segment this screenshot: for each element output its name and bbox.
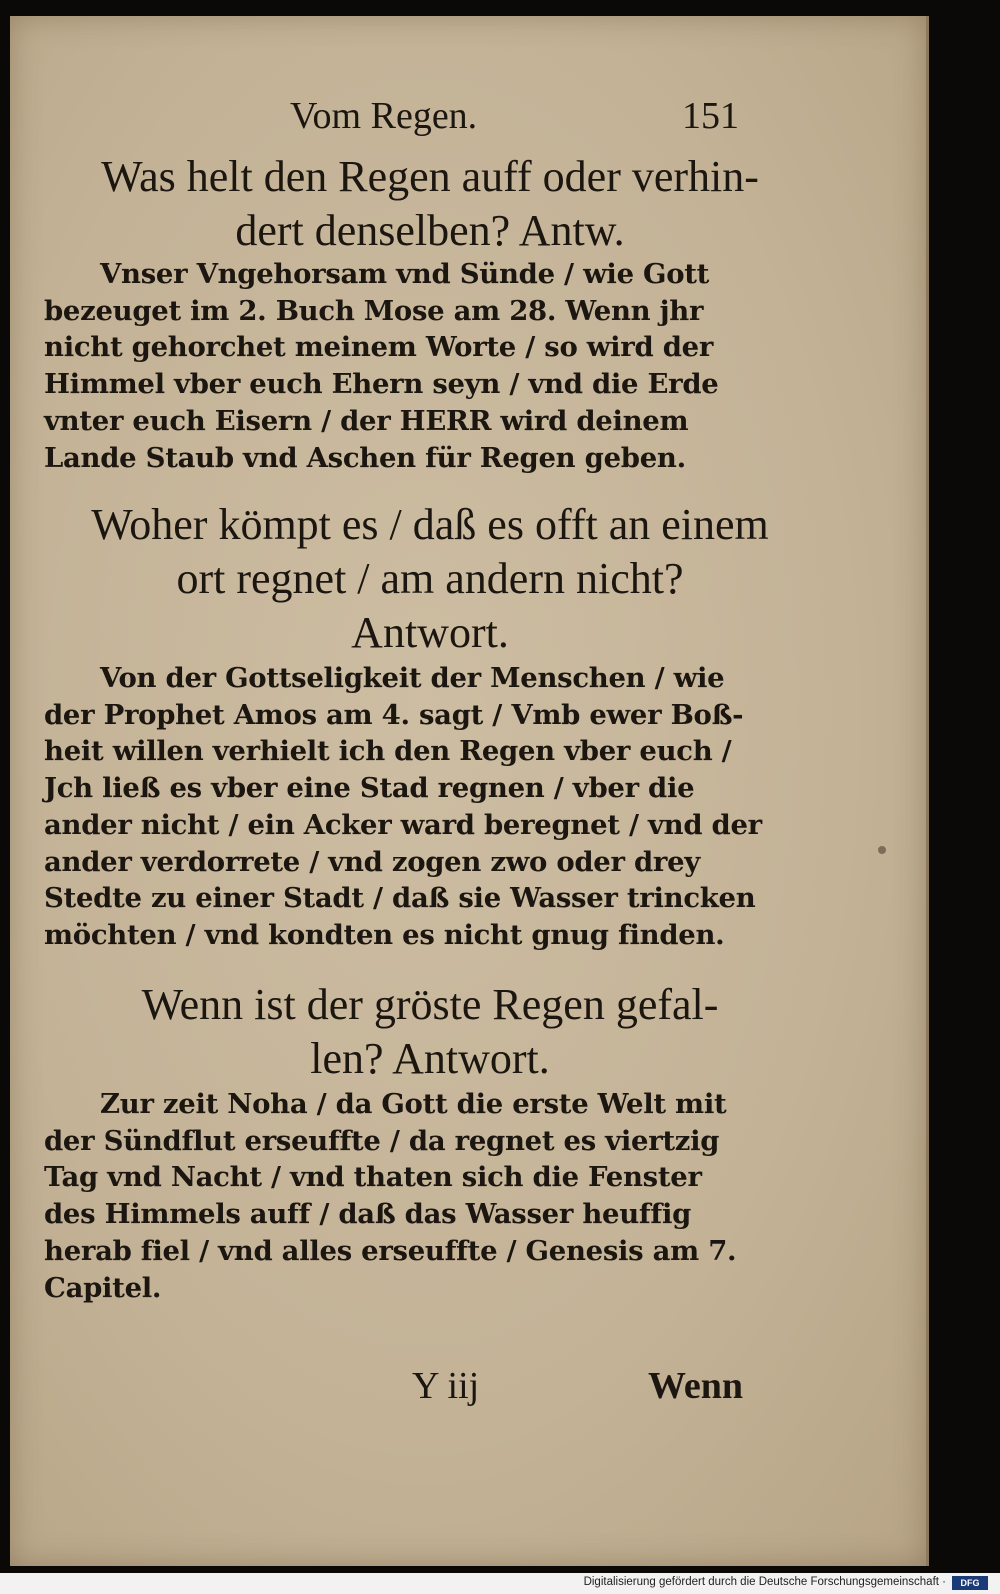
credit-text: Digitalisierung gefördert durch die Deutsche Forschungsgemeinschaft · (583, 1576, 946, 1588)
page-number: 151 (682, 95, 739, 137)
book-page (10, 16, 929, 1566)
catchword: Wenn (648, 1365, 744, 1407)
running-head-title: Vom Regen. (290, 95, 478, 137)
section-heading-3: Wenn ist der gröste Regen gefal- len? Antwort. (141, 980, 719, 1083)
section-body-2: Von der Gottseligkeit der Menschen / wie der Prophet Amos am 4. sagt / Vmb ewer Boß- heit willen verhielt ich den Regen vber euch / Jch ließ es vber eine Stad regnen / vber die ander nicht / ein Acker ward beregnet / vnd der ander verdorrete / vnd zogen zwo oder drey Stedte zu einer Stadt / daß sie Wasser trincken möchten / vnd kondten es nicht gnug finden. (44, 662, 762, 951)
signature-mark: Y iij (412, 1365, 480, 1407)
section-body-3: Zur zeit Noha / da Gott die erste Welt mit der Sündflut erseuffte / da regnet es viertzig Tag vnd Nacht / vnd thaten sich die Fenster des Himmels auff / daß das Wasser heuffig herab fiel / vnd alles erseuffte / Genesis am 7. Capitel. (44, 1088, 737, 1304)
running-head (10, 94, 926, 144)
credit-bar (0, 1573, 1000, 1594)
dfg-logo: DFG (952, 1576, 988, 1590)
section-body-1: Vnser Vngehorsam vnd Sünde / wie Gott bezeuget im 2. Buch Mose am 28. Wenn jhr nicht gehorchet meinem Worte / so wird der Himmel vber euch Ehern seyn / vnd die Erde vnter euch Eisern / der HERR wird deinem Lande Staub vnd Aschen für Regen geben. (44, 258, 719, 474)
ink-spot (878, 846, 886, 854)
section-heading-1: Was helt den Regen auff oder verhin- dert denselben? Antw. (101, 152, 759, 255)
section-heading-2: Woher kömpt es / daß es offt an einem ort regnet / am andern nicht? Antwort. (91, 500, 769, 657)
